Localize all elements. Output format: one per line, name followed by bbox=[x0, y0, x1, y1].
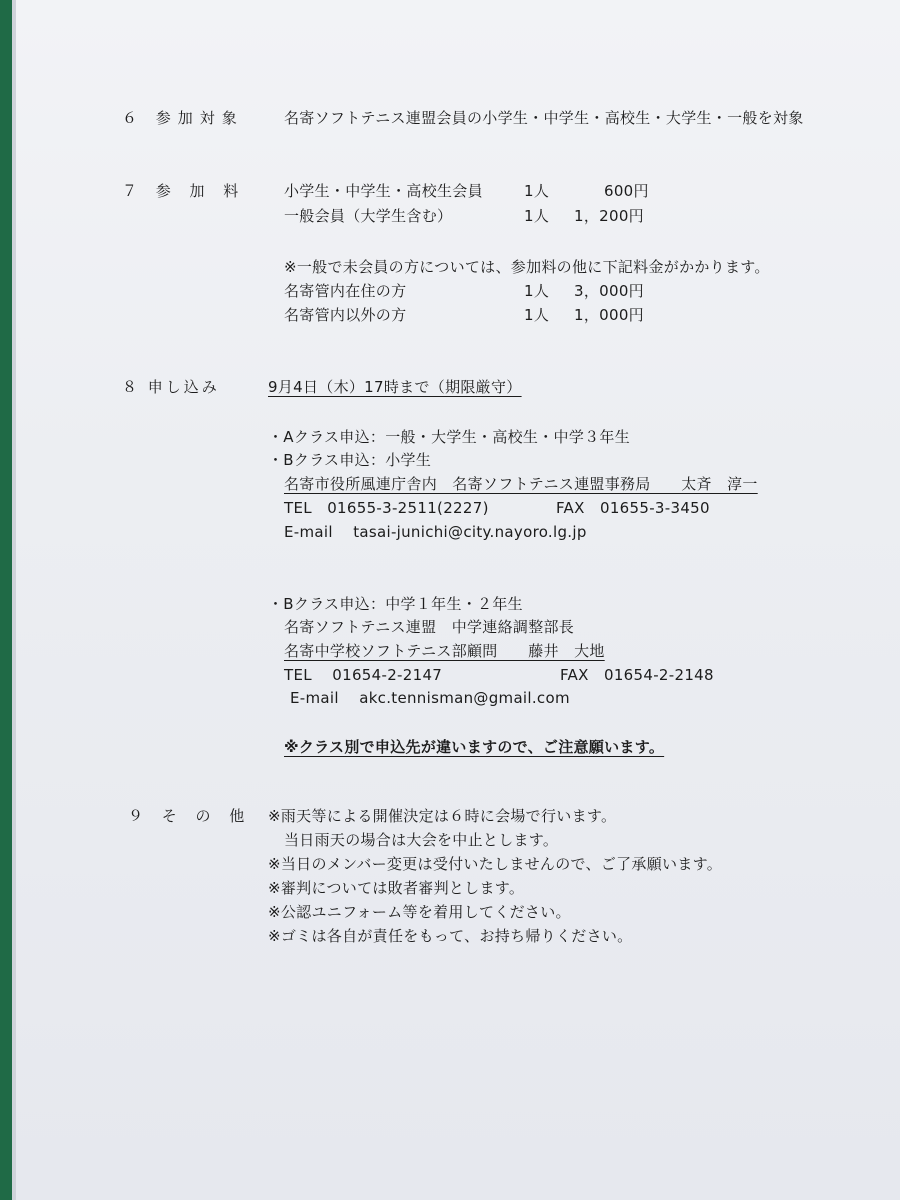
contact-1-organization: 名寄市役所風連庁舎内 名寄ソフトテニス連盟事務局 太斉 淳一 bbox=[284, 475, 758, 493]
deadline: 9月4日（木）17時まで（期限厳守） bbox=[268, 378, 522, 396]
extra-fee-label: 名寄管内在住の方 bbox=[284, 282, 407, 300]
section-6-heading: ６ 参加対象 bbox=[122, 109, 244, 127]
other-note: ※当日のメンバー変更は受付いたしませんので、ご了承願います。 bbox=[268, 855, 723, 873]
extra-fee-unit: 1人 bbox=[524, 306, 550, 324]
contact-1-fax: FAX 01655-3-3450 bbox=[556, 499, 710, 517]
contact-2-tel: TEL 01654-2-2147 bbox=[284, 666, 443, 684]
page-edge bbox=[12, 0, 16, 1200]
contact-2-advisor: 名寄中学校ソフトテニス部顧問 藤井 大地 bbox=[284, 642, 605, 660]
other-note: ※ゴミは各自が責任をもって、お持ち帰りください。 bbox=[268, 927, 633, 945]
contact-2-email: E-mail akc.tennisman@gmail.com bbox=[290, 689, 570, 707]
fee-unit: 1人 bbox=[524, 207, 550, 225]
other-note: ※審判については敗者審判とします。 bbox=[268, 879, 525, 897]
contact-2-organization: 名寄ソフトテニス連盟 中学連絡調整部長 bbox=[284, 618, 575, 636]
fee-unit: 1人 bbox=[524, 182, 550, 200]
extra-fee-amount: 3，000円 bbox=[574, 282, 644, 300]
extra-fee-label: 名寄管内以外の方 bbox=[284, 306, 407, 324]
other-note: 当日雨天の場合は大会を中止とします。 bbox=[284, 831, 559, 849]
fee-amount: 600円 bbox=[604, 182, 649, 200]
contact-1-email: E-mail tasai-junichi@city.nayoro.lg.jp bbox=[284, 523, 587, 541]
contact-1-tel: TEL 01655-3-2511(2227) bbox=[284, 499, 489, 517]
extra-fee-amount: 1，000円 bbox=[574, 306, 644, 324]
section-8-heading: ８ 申し込み bbox=[122, 378, 220, 396]
b-class-entry-elementary: ・Bクラス申込：小学生 bbox=[268, 451, 432, 469]
other-note: ※公認ユニフォーム等を着用してください。 bbox=[268, 903, 571, 921]
a-class-entry: ・Aクラス申込：一般・大学生・高校生・中学３年生 bbox=[268, 428, 631, 446]
section-7-heading: ７ 参 加 料 bbox=[122, 182, 246, 200]
section-9-heading: ９ そ の 他 bbox=[128, 807, 252, 825]
fee-label: 一般会員（大学生含む） bbox=[284, 207, 453, 225]
fee-note: ※一般で未会員の方については、参加料の他に下記料金がかかります。 bbox=[284, 258, 770, 276]
fee-amount: 1，200円 bbox=[574, 207, 644, 225]
extra-fee-unit: 1人 bbox=[524, 282, 550, 300]
contact-2-fax: FAX 01654-2-2148 bbox=[560, 666, 714, 684]
class-warning: ※クラス別で申込先が違いますので、ご注意願います。 bbox=[284, 738, 665, 756]
fee-label: 小学生・中学生・高校生会員 bbox=[284, 182, 483, 200]
b-class-entry-junior-high: ・Bクラス申込：中学１年生・２年生 bbox=[268, 595, 523, 613]
section-6-text: 名寄ソフトテニス連盟会員の小学生・中学生・高校生・大学生・一般を対象 bbox=[284, 109, 804, 127]
other-note: ※雨天等による開催決定は６時に会場で行います。 bbox=[268, 807, 617, 825]
